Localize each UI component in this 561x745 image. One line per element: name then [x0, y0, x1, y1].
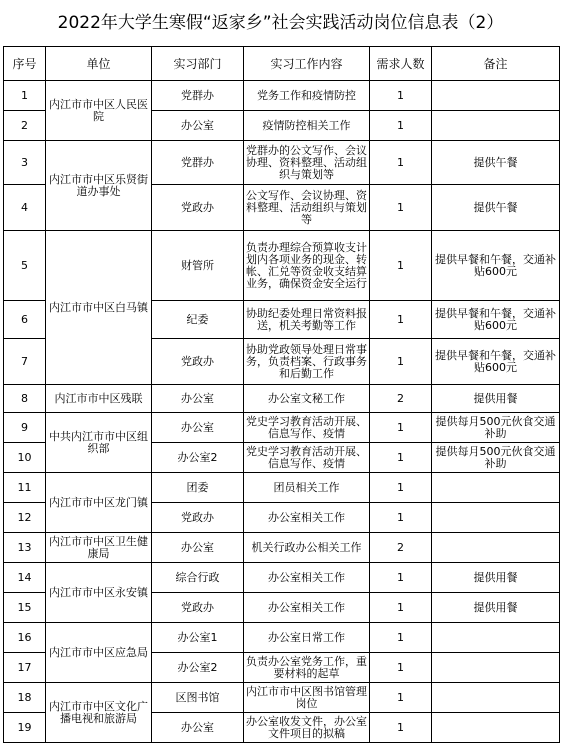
cell-count: 1 — [370, 301, 432, 339]
cell-dept: 区图书馆 — [152, 683, 244, 713]
cell-count: 1 — [370, 339, 432, 385]
cell-note: 提供每月500元伙食交通补助 — [432, 443, 560, 473]
cell-content: 协助党政领导处理日常事务，负责档案、行政事务和后勤工作 — [244, 339, 370, 385]
cell-dept: 党政办 — [152, 503, 244, 533]
cell-no: 7 — [4, 339, 46, 385]
cell-count: 1 — [370, 443, 432, 473]
cell-content: 负责办公室党务工作，重要材料的起草 — [244, 653, 370, 683]
cell-no: 16 — [4, 623, 46, 653]
cell-content: 党史学习教育活动开展、信息写作、疫情 — [244, 443, 370, 473]
cell-note: 提供早餐和午餐，交通补贴600元 — [432, 339, 560, 385]
cell-dept: 办公室 — [152, 533, 244, 563]
cell-count: 1 — [370, 413, 432, 443]
cell-no: 4 — [4, 185, 46, 231]
header-dept: 实习部门 — [152, 47, 244, 81]
cell-content: 办公室相关工作 — [244, 563, 370, 593]
table-header-row — [4, 47, 560, 81]
cell-count: 1 — [370, 623, 432, 653]
table-row — [4, 473, 560, 503]
cell-no: 12 — [4, 503, 46, 533]
header-note: 备注 — [432, 47, 560, 81]
cell-unit: 内江市市中区乐贤街道办事处 — [46, 141, 152, 231]
cell-content: 办公室相关工作 — [244, 593, 370, 623]
cell-count: 1 — [370, 185, 432, 231]
cell-count: 1 — [370, 563, 432, 593]
cell-no: 17 — [4, 653, 46, 683]
cell-unit: 中共内江市市中区组织部 — [46, 413, 152, 473]
cell-note — [432, 473, 560, 503]
cell-content: 党务工作和疫情防控 — [244, 81, 370, 111]
cell-count: 1 — [370, 653, 432, 683]
table-row — [4, 563, 560, 593]
cell-unit: 内江市市中区人民医院 — [46, 81, 152, 141]
page-title: 2022年大学生寒假“返家乡”社会实践活动岗位信息表（2） — [57, 13, 504, 33]
cell-note — [432, 623, 560, 653]
header-no: 序号 — [4, 47, 46, 81]
cell-content: 办公室日常工作 — [244, 623, 370, 653]
cell-content: 机关行政办公相关工作 — [244, 533, 370, 563]
cell-count: 1 — [370, 141, 432, 185]
cell-note: 提供午餐 — [432, 141, 560, 185]
cell-dept: 办公室 — [152, 713, 244, 743]
cell-content: 负责办理综合预算收支计划内各项业务的现金、转帐、汇兑等资金收支结算业务，确保资金安全运行 — [244, 231, 370, 301]
cell-note — [432, 683, 560, 713]
cell-dept: 党政办 — [152, 339, 244, 385]
cell-unit: 内江市市中区文化广播电视和旅游局 — [46, 683, 152, 743]
cell-no: 15 — [4, 593, 46, 623]
cell-content: 内江市市中区图书馆管理岗位 — [244, 683, 370, 713]
cell-note: 提供用餐 — [432, 593, 560, 623]
cell-no: 9 — [4, 413, 46, 443]
cell-note — [432, 503, 560, 533]
table-row — [4, 623, 560, 653]
cell-dept: 团委 — [152, 473, 244, 503]
cell-note: 提供午餐 — [432, 185, 560, 231]
cell-note — [432, 713, 560, 743]
cell-dept: 办公室2 — [152, 653, 244, 683]
cell-dept: 办公室 — [152, 413, 244, 443]
cell-count: 2 — [370, 385, 432, 413]
cell-dept: 综合行政 — [152, 563, 244, 593]
header-unit: 单位 — [46, 47, 152, 81]
table-row — [4, 231, 560, 301]
cell-no: 10 — [4, 443, 46, 473]
table-row — [4, 683, 560, 713]
table-row — [4, 413, 560, 443]
cell-content: 办公室相关工作 — [244, 503, 370, 533]
cell-count: 1 — [370, 713, 432, 743]
cell-dept: 财管所 — [152, 231, 244, 301]
cell-unit: 内江市市中区白马镇 — [46, 231, 152, 385]
cell-content: 党史学习教育活动开展、信息写作、疫情 — [244, 413, 370, 443]
cell-count: 1 — [370, 231, 432, 301]
cell-dept: 办公室 — [152, 385, 244, 413]
cell-unit: 内江市市中区应急局 — [46, 623, 152, 683]
header-count: 需求人数 — [370, 47, 432, 81]
cell-no: 14 — [4, 563, 46, 593]
cell-dept: 党群办 — [152, 81, 244, 111]
cell-content: 协助纪委处理日常资料报送，机关考勤等工作 — [244, 301, 370, 339]
cell-no: 13 — [4, 533, 46, 563]
cell-content: 公文写作、会议协理、资料整理、活动组织与策划等 — [244, 185, 370, 231]
cell-content: 疫情防控相关工作 — [244, 111, 370, 141]
cell-no: 2 — [4, 111, 46, 141]
cell-note: 提供每月500元伙食交通补助 — [432, 413, 560, 443]
cell-count: 1 — [370, 111, 432, 141]
table-row — [4, 385, 560, 413]
cell-content: 党群办的公文写作、会议协理、资料整理、活动组织与策划等 — [244, 141, 370, 185]
cell-note: 提供早餐和午餐，交通补贴600元 — [432, 231, 560, 301]
cell-no: 5 — [4, 231, 46, 301]
cell-unit: 内江市市中区残联 — [46, 385, 152, 413]
cell-note — [432, 111, 560, 141]
cell-content: 办公室文秘工作 — [244, 385, 370, 413]
cell-dept: 办公室1 — [152, 623, 244, 653]
cell-unit: 内江市市中区卫生健康局 — [46, 533, 152, 563]
cell-note: 提供用餐 — [432, 563, 560, 593]
cell-content: 团员相关工作 — [244, 473, 370, 503]
cell-no: 8 — [4, 385, 46, 413]
cell-unit: 内江市市中区龙门镇 — [46, 473, 152, 533]
cell-count: 1 — [370, 683, 432, 713]
cell-unit: 内江市市中区永安镇 — [46, 563, 152, 623]
cell-note: 提供早餐和午餐，交通补贴600元 — [432, 301, 560, 339]
cell-no: 1 — [4, 81, 46, 111]
cell-dept: 办公室 — [152, 111, 244, 141]
table-row — [4, 533, 560, 563]
cell-no: 6 — [4, 301, 46, 339]
header-content: 实习工作内容 — [244, 47, 370, 81]
table-row — [4, 141, 560, 185]
cell-count: 1 — [370, 593, 432, 623]
cell-no: 3 — [4, 141, 46, 185]
cell-dept: 纪委 — [152, 301, 244, 339]
cell-note — [432, 533, 560, 563]
cell-no: 11 — [4, 473, 46, 503]
cell-note — [432, 81, 560, 111]
cell-no: 19 — [4, 713, 46, 743]
cell-dept: 办公室2 — [152, 443, 244, 473]
cell-dept: 党政办 — [152, 593, 244, 623]
cell-note — [432, 653, 560, 683]
table-row — [4, 81, 560, 111]
cell-dept: 党群办 — [152, 141, 244, 185]
cell-count: 2 — [370, 533, 432, 563]
position-table — [3, 46, 560, 743]
cell-count: 1 — [370, 473, 432, 503]
cell-content: 办公室收发文件，办公室文件项目的拟稿 — [244, 713, 370, 743]
cell-note: 提供用餐 — [432, 385, 560, 413]
cell-count: 1 — [370, 81, 432, 111]
cell-no: 18 — [4, 683, 46, 713]
cell-count: 1 — [370, 503, 432, 533]
cell-dept: 党政办 — [152, 185, 244, 231]
